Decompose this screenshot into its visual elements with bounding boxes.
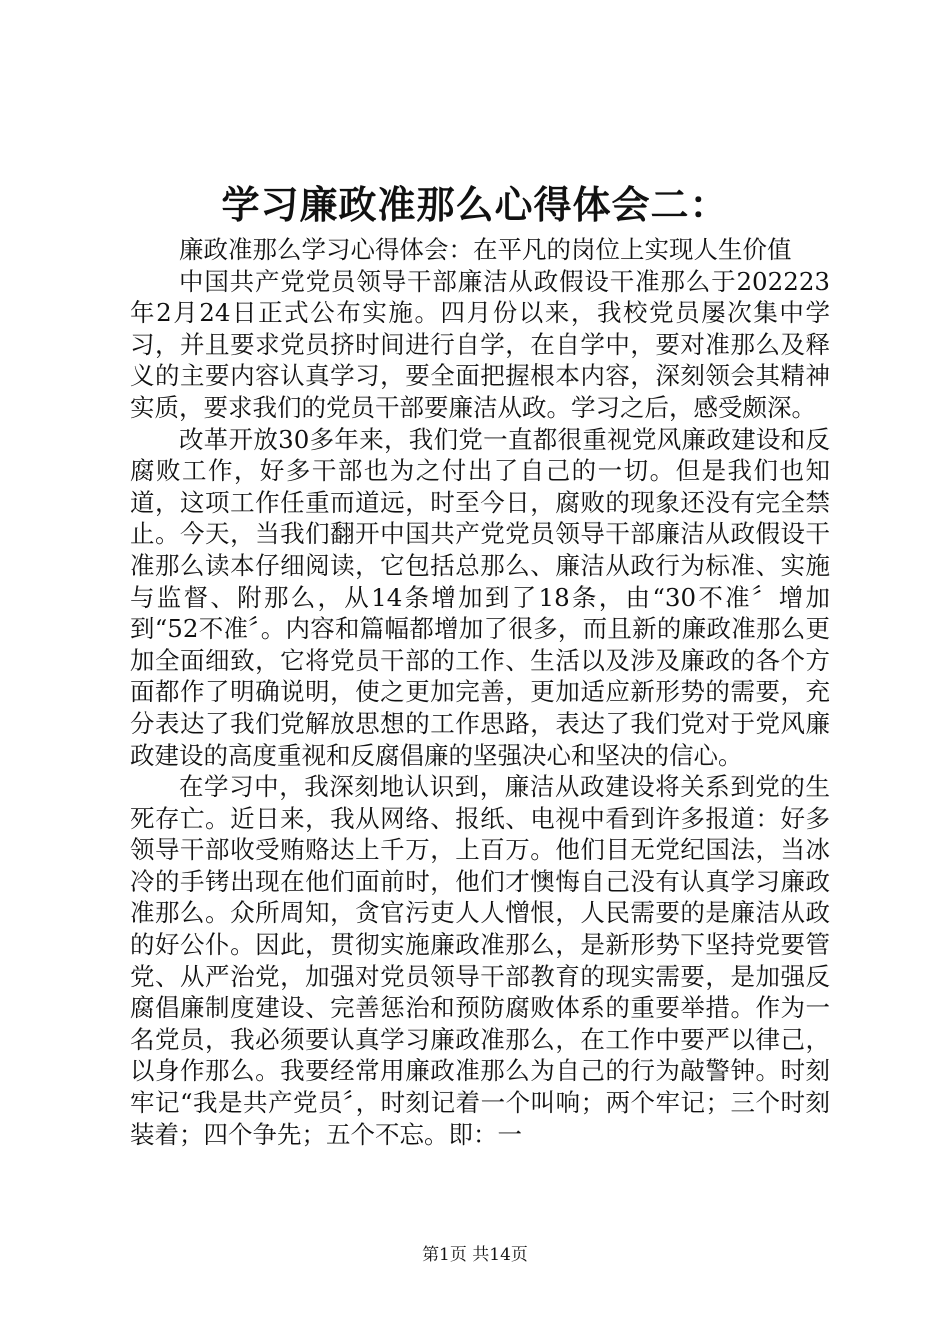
page-footer: 第1页 共14页 — [422, 1245, 528, 1265]
document-body — [130, 234, 830, 1150]
document-title: 学习廉政准那么心得体会二： — [221, 182, 729, 227]
paragraph-reform: 改革开放30多年来，我们党一直都很重视党风廉政建设和反腐败工作，好多干部也为之付出了自己的一切。但是我们也知道，这项工作任重而道远，时至今日，腐败的现象还没有完全禁止。今天，当我们翻开中国共产党党员领导干部廉洁从政假设干准那么读本仔细阅读，它包括总那么、廉洁从政行为标准、实施与监督、附那么，从14条增加到了18条，由“30不准〞增加到“52不准〞。内容和篇幅都增加了很多，而且新的廉政准那么更加全面细致，它将党员干部的工作、生活以及涉及廉政的各个方面都作了明确说明，使之更加完善，更加适应新形势的需要，充分表达了我们党解放思想的工作思路，表达了我们党对于党风廉政建设的高度重视和反腐倡廉的坚强决心和坚决的信心。 — [130, 424, 830, 770]
paragraph-study: 在学习中，我深刻地认识到，廉洁从政建设将关系到党的生死存亡。近日来，我从网络、报纸、电视中看到许多报道：好多领导干部收受贿赂达上千万，上百万。他们目无党纪国法，当冰冷的手铐出现在他们面前时，他们才懊悔自己没有认真学习廉政准那么。众所周知，贪官污吏人人憎恨，人民需要的是廉洁从政的好公仆。因此，贯彻实施廉政准那么，是新形势下坚持党要管党、从严治党，加强对党员领导干部教育的现实需要，是加强反腐倡廉制度建设、完善惩治和预防腐败体系的重要举措。作为一名党员，我必须要认真学习廉政准那么，在工作中要严以律己，以身作那么。我要经常用廉政准那么为自己的行为敲警钟。时刻牢记“我是共产党员〞，时刻记着一个叫响；两个牢记；三个时刻装着；四个争先；五个不忘。即：一 — [130, 772, 830, 1149]
paragraph-intro: 中国共产党党员领导干部廉洁从政假设干准那么于202223年2月24日正式公布实施。四月份以来，我校党员屡次集中学习，并且要求党员挤时间进行自学，在自学中，要对准那么及释义的主要内容认真学习，要全面把握根本内容，深刻领会其精神实质，要求我们的党员干部要廉洁从政。学习之后，感受颇深。 — [130, 266, 830, 422]
paragraph-subtitle: 廉政准那么学习心得体会：在平凡的岗位上实现人生价值 — [179, 235, 792, 264]
